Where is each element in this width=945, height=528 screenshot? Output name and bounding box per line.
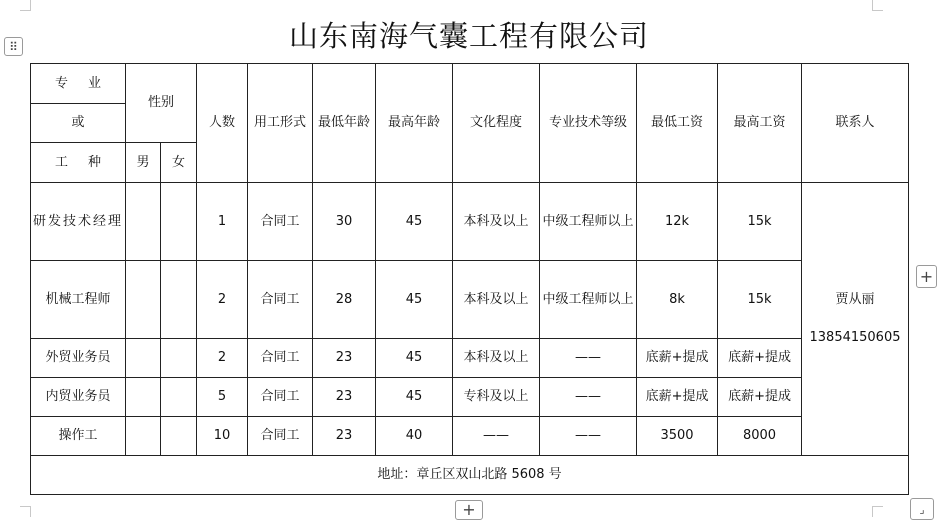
page-corner-top-right	[872, 0, 883, 11]
employment-type-cell[interactable]: 合同工	[248, 339, 313, 378]
table-header-row	[31, 64, 909, 104]
min-salary-cell[interactable]: 3500	[637, 417, 718, 456]
skill-level-cell[interactable]: ——	[540, 339, 637, 378]
table-row	[31, 261, 909, 339]
position-cell[interactable]: 机械工程师	[31, 261, 126, 339]
male-cell[interactable]	[126, 261, 161, 339]
header-female[interactable]: 女	[161, 143, 197, 183]
address-cell[interactable]: 地址：章丘区双山北路 5608 号	[31, 456, 909, 495]
male-cell[interactable]	[126, 339, 161, 378]
position-cell[interactable]: 内贸业务员	[31, 378, 126, 417]
male-cell[interactable]	[126, 378, 161, 417]
min-salary-cell[interactable]: 底薪+提成	[637, 339, 718, 378]
page-title: 山东南海气囊工程有限公司	[288, 19, 649, 53]
min-salary-cell[interactable]: 8k	[637, 261, 718, 339]
female-cell[interactable]	[161, 339, 197, 378]
max-age-cell[interactable]: 45	[376, 378, 453, 417]
skill-level-cell[interactable]: ——	[540, 417, 637, 456]
position-cell[interactable]: 研发技术经理	[31, 183, 126, 261]
education-cell[interactable]: 本科及以上	[453, 339, 540, 378]
min-age-cell[interactable]: 23	[313, 339, 376, 378]
add-column-button[interactable]: +	[916, 265, 937, 288]
headcount-cell[interactable]: 5	[197, 378, 248, 417]
page-corner-bottom-right	[872, 506, 883, 517]
table-row	[31, 339, 909, 378]
skill-level-cell[interactable]: 中级工程师以上	[540, 261, 637, 339]
max-salary-cell[interactable]: 底薪+提成	[718, 378, 802, 417]
max-age-cell[interactable]: 40	[376, 417, 453, 456]
female-cell[interactable]	[161, 378, 197, 417]
header-skill-level[interactable]: 专业技术等级	[540, 64, 637, 183]
skill-level-cell[interactable]: ——	[540, 378, 637, 417]
header-contact[interactable]: 联系人	[802, 64, 909, 183]
address-row	[31, 456, 909, 495]
max-salary-cell[interactable]: 15k	[718, 183, 802, 261]
male-cell[interactable]	[126, 417, 161, 456]
min-age-cell[interactable]: 28	[313, 261, 376, 339]
header-or[interactable]: 或	[31, 104, 126, 143]
headcount-cell[interactable]: 10	[197, 417, 248, 456]
max-salary-cell[interactable]: 8000	[718, 417, 802, 456]
min-age-cell[interactable]: 23	[313, 378, 376, 417]
table-resize-handle-icon[interactable]: ⌟	[910, 498, 934, 520]
page-corner-bottom-left	[20, 506, 31, 517]
min-salary-cell[interactable]: 12k	[637, 183, 718, 261]
contact-cell[interactable]	[802, 183, 909, 456]
table-row	[31, 183, 909, 261]
table-move-handle-icon[interactable]: ⠿	[4, 37, 23, 56]
headcount-cell[interactable]: 2	[197, 261, 248, 339]
education-cell[interactable]: 本科及以上	[453, 261, 540, 339]
skill-level-cell[interactable]: 中级工程师以上	[540, 183, 637, 261]
contact-name: 贾从丽	[835, 292, 875, 307]
header-specialty[interactable]: 专 业	[31, 64, 126, 104]
position-cell[interactable]: 操作工	[31, 417, 126, 456]
employment-type-cell[interactable]: 合同工	[248, 183, 313, 261]
employment-type-cell[interactable]: 合同工	[248, 261, 313, 339]
header-employment-type[interactable]: 用工形式	[248, 64, 313, 183]
female-cell[interactable]	[161, 417, 197, 456]
headcount-cell[interactable]: 2	[197, 339, 248, 378]
header-min-age[interactable]: 最低年龄	[313, 64, 376, 183]
min-salary-cell[interactable]: 底薪+提成	[637, 378, 718, 417]
table-row	[31, 417, 909, 456]
contact-phone: 13854150605	[809, 330, 901, 345]
headcount-cell[interactable]: 1	[197, 183, 248, 261]
page-corner-top-left	[20, 0, 31, 11]
education-cell[interactable]: ——	[453, 417, 540, 456]
female-cell[interactable]	[161, 183, 197, 261]
header-max-salary[interactable]: 最高工资	[718, 64, 802, 183]
table-row	[31, 378, 909, 417]
employment-type-cell[interactable]: 合同工	[248, 378, 313, 417]
min-age-cell[interactable]: 23	[313, 417, 376, 456]
header-education[interactable]: 文化程度	[453, 64, 540, 183]
female-cell[interactable]	[161, 261, 197, 339]
header-min-salary[interactable]: 最低工资	[637, 64, 718, 183]
recruitment-table	[30, 63, 909, 495]
position-cell[interactable]: 外贸业务员	[31, 339, 126, 378]
max-salary-cell[interactable]: 15k	[718, 261, 802, 339]
min-age-cell[interactable]: 30	[313, 183, 376, 261]
header-male[interactable]: 男	[126, 143, 161, 183]
header-gender[interactable]: 性别	[126, 64, 197, 143]
male-cell[interactable]	[126, 183, 161, 261]
header-max-age[interactable]: 最高年龄	[376, 64, 453, 183]
header-headcount[interactable]: 人数	[197, 64, 248, 183]
education-cell[interactable]: 专科及以上	[453, 378, 540, 417]
header-trade[interactable]: 工 种	[31, 143, 126, 183]
employment-type-cell[interactable]: 合同工	[248, 417, 313, 456]
max-age-cell[interactable]: 45	[376, 261, 453, 339]
education-cell[interactable]: 本科及以上	[453, 183, 540, 261]
max-age-cell[interactable]: 45	[376, 183, 453, 261]
max-salary-cell[interactable]: 底薪+提成	[718, 339, 802, 378]
add-row-button[interactable]: +	[455, 500, 483, 520]
max-age-cell[interactable]: 45	[376, 339, 453, 378]
